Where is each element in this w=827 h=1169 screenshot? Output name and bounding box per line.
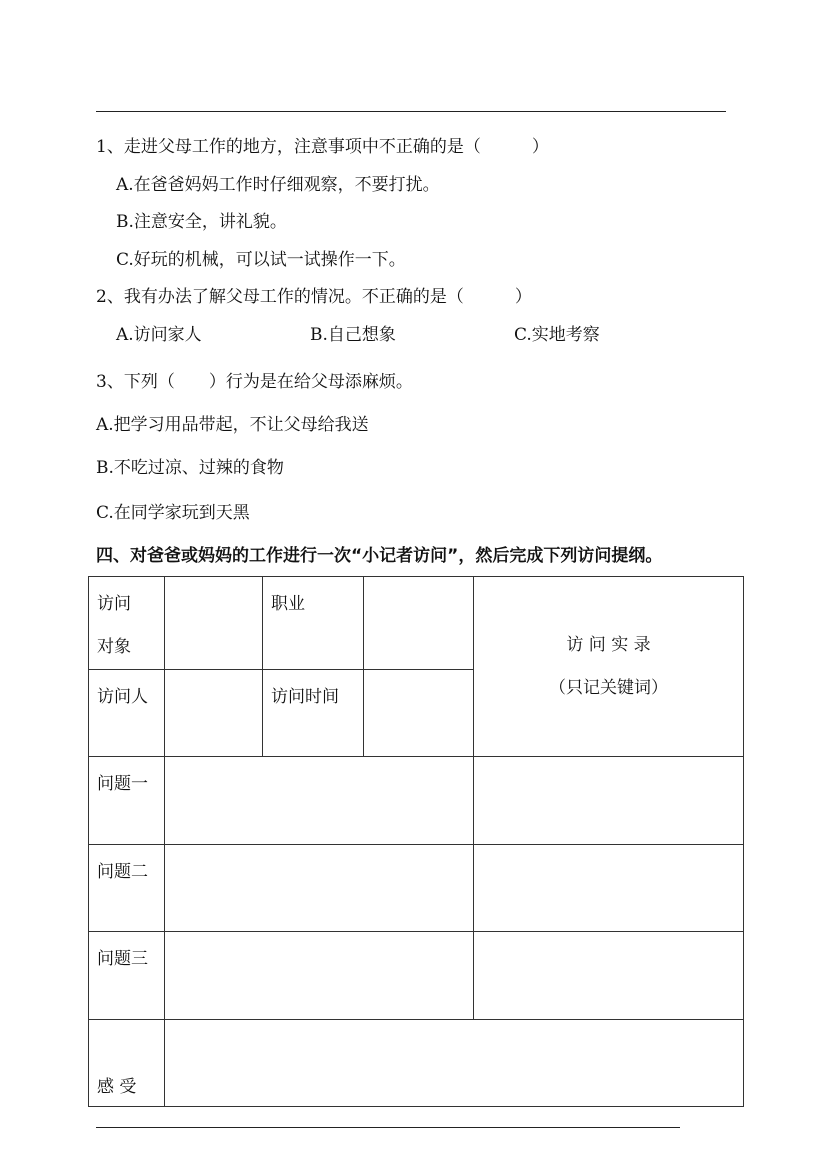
- question-2-record-cell[interactable]: [474, 845, 744, 932]
- bottom-rule: [96, 1127, 680, 1128]
- interview-time-label: 访问时间: [263, 670, 364, 757]
- question-1-option-c: C.好玩的机械，可以试一试操作一下。: [116, 250, 406, 270]
- interview-outline-table: [88, 576, 744, 1107]
- question-2-label: 问题二: [89, 845, 165, 932]
- question-1-input-cell[interactable]: [165, 757, 474, 845]
- record-title: 访 问 实 录: [566, 634, 651, 655]
- question-2-option-a: A.访问家人: [116, 325, 202, 345]
- subject-label-line2: 对象: [97, 637, 131, 657]
- section-4-title: 四、对爸爸或妈妈的工作进行一次“小记者访问”，然后完成下列访问提纲。: [96, 546, 663, 566]
- feelings-label-text: 感 受: [97, 1077, 137, 1097]
- feelings-label: [89, 1020, 165, 1107]
- question-1-option-a: A.在爸爸妈妈工作时仔细观察，不要打扰。: [116, 175, 440, 195]
- question-2-option-c: C.实地考察: [514, 325, 600, 345]
- question-3-option-b: B.不吃过凉、过辣的食物: [96, 458, 284, 478]
- question-1-option-b: B.注意安全，讲礼貌。: [116, 212, 287, 232]
- subject-label-cell: [89, 577, 165, 670]
- question-3-label: 问题三: [89, 932, 165, 1020]
- occupation-input-cell[interactable]: [364, 577, 474, 670]
- question-2-input-cell[interactable]: [165, 845, 474, 932]
- record-note: （只记关键词）: [549, 677, 668, 698]
- question-2-stem: 2、我有办法了解父母工作的情况。不正确的是（ ）: [96, 287, 532, 307]
- question-3-option-a: A.把学习用品带起，不让父母给我送: [96, 415, 369, 435]
- interviewer-input-cell[interactable]: [165, 670, 263, 757]
- question-1-stem: 1、走进父母工作的地方，注意事项中不正确的是（ ）: [96, 137, 549, 157]
- interview-time-input-cell[interactable]: [364, 670, 474, 757]
- interviewer-label: 访问人: [89, 670, 165, 757]
- feelings-input-cell[interactable]: [165, 1020, 744, 1107]
- record-header-cell: [474, 577, 744, 757]
- question-1-record-cell[interactable]: [474, 757, 744, 845]
- question-3-input-cell[interactable]: [165, 932, 474, 1020]
- question-2-option-b: B.自己想象: [310, 325, 396, 345]
- occupation-label: 职业: [263, 577, 364, 670]
- top-rule: [96, 111, 726, 112]
- question-3-record-cell[interactable]: [474, 932, 744, 1020]
- question-1-label: 问题一: [89, 757, 165, 845]
- question-3-option-c: C.在同学家玩到天黑: [96, 503, 250, 523]
- subject-input-cell[interactable]: [165, 577, 263, 670]
- subject-label-line1: 访问: [97, 594, 131, 614]
- question-3-stem: 3、下列（ ）行为是在给父母添麻烦。: [96, 372, 413, 392]
